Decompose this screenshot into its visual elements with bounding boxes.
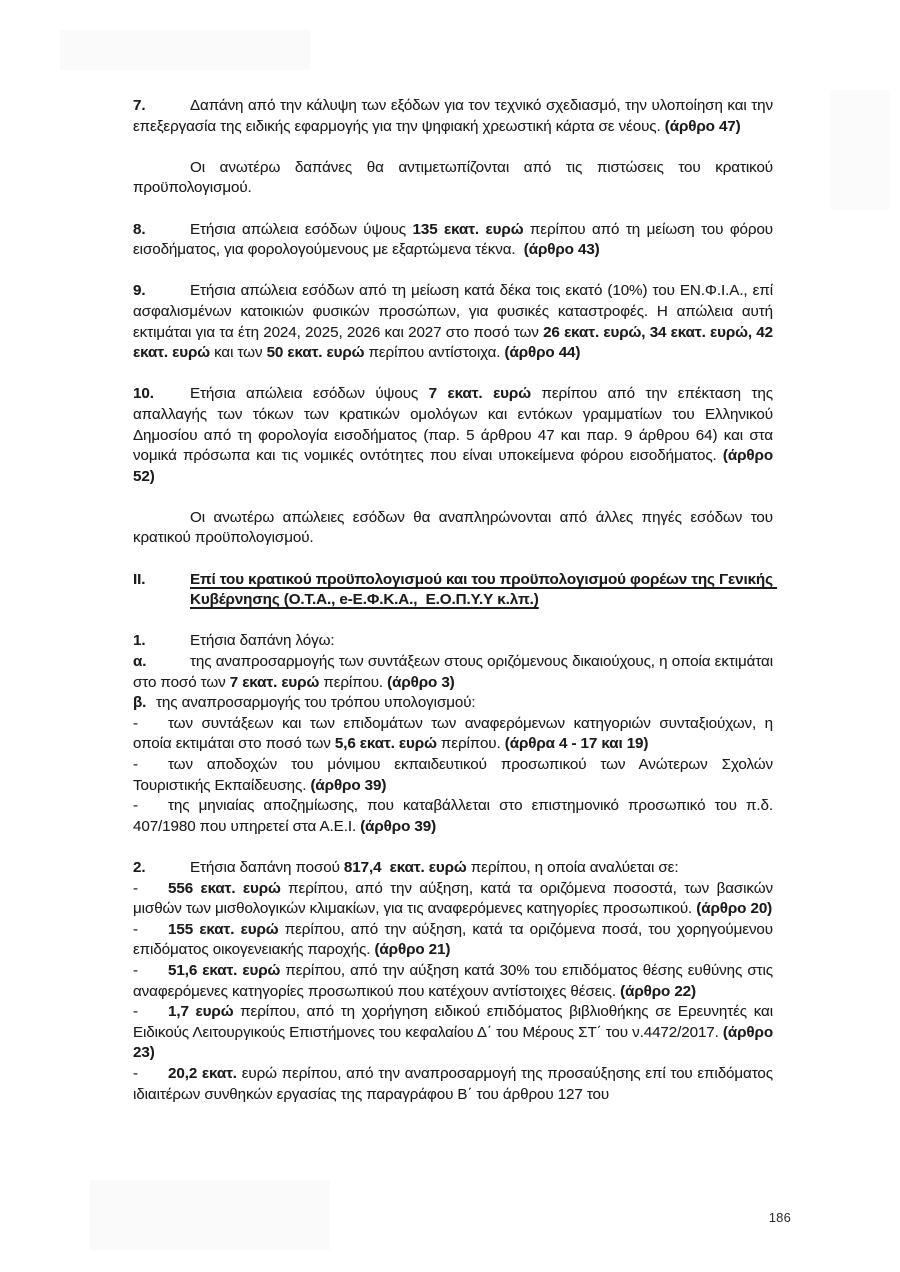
text-segment: της αναπροσαρμογής των συντάξεων στους οριζόμενους δικαιούχους, η οποία εκτιμάται στο ποσό των [133, 653, 778, 691]
text-segment: περίπου. [319, 673, 388, 691]
list-marker: - [133, 714, 138, 732]
text-segment: της αναπροσαρμογής του τρόπου υπολογισμού: [156, 694, 476, 712]
text-segment: περίπου αντίστοιχα. [364, 344, 505, 362]
text-segment: περίπου. [436, 735, 505, 753]
text-segment-bold: (άρθρο 22) [620, 982, 696, 1000]
list-marker: 9. [133, 282, 146, 300]
bullet-item [133, 961, 778, 1002]
text-segment: Ετήσια απώλεια εσόδων από τη μείωση κατά δέκα τοις εκατό (10%) του ΕΝ.Φ.Ι.Α., επί ασφαλισμένων κατοικιών φυσικών προσώπων, για φυσικές καταστροφές. Η απώλεια αυτή εκτιμάται για τα έτη 2024, 2025, 2026 και 2027 στο ποσό των [133, 282, 778, 341]
bullet-item [133, 796, 778, 837]
text-segment: και των [210, 344, 267, 362]
numbered-paragraph [133, 220, 778, 261]
text-segment-bold: (άρθρο 39) [360, 817, 437, 835]
text-segment: των συντάξεων και των επιδομάτων των αναφερόμενων κατηγοριών συνταξιούχων, η οποία εκτιμάται στο ποσό των [133, 714, 778, 753]
text-segment-bold: (άρθρο 23) [133, 1023, 778, 1062]
list-marker: 8. [133, 220, 146, 238]
text-segment: περίπου, από την αύξηση, κατά τα οριζόμενα ποσά, του χορηγούμενου επιδόματος οικογενειακής παροχής. [133, 920, 778, 959]
body-paragraph [133, 508, 778, 549]
text-segment-bold: (άρθρο 47) [664, 117, 741, 135]
text-segment: Ετήσια δαπάνη λόγω: [190, 632, 335, 650]
text-segment: της μηνιαίας αποζημίωσης, που καταβάλλεται στο επιστημονικό προσωπικό του π.δ. 407/1980 που υπηρετεί στα Α.Ε.Ι. [133, 797, 778, 835]
text-segment: περίπου, από την αύξηση κατά 30% του επιδόματος θέσης ευθύνης στις αναφερόμενες κατηγορίες προσωπικού που κατέχουν αντίστοιχες θέσεις. [133, 961, 778, 1000]
text-segment: των αποδοχών του μόνιμου εκπαιδευτικού προσωπικού των Ανώτερων Σχολών Τουριστικής Εκπαίδευσης. [133, 756, 777, 794]
text-segment: Ετήσια δαπάνη ποσού [190, 858, 344, 876]
text-segment: περίπου, από τη χορήγηση ειδικού επιδόματος βιβλιοθήκης σε Ερευνητές και Ειδικούς Λειτουργικούς Επιστήμονες του κεφαλαίου Δ΄ του Μέρους ΣΤ΄ του ν.4472/2017. [133, 1003, 778, 1041]
list-marker: 1. [133, 632, 146, 650]
paragraph-spacer [133, 837, 773, 858]
text-segment-bold: 42 εκατ. ευρώ [133, 323, 778, 362]
numbered-paragraph [133, 281, 778, 363]
numbered-paragraph [133, 858, 773, 879]
text-segment: Ετήσια απώλεια εσόδων ύψους [190, 220, 413, 238]
list-marker: - [133, 920, 138, 938]
bullet-item [133, 879, 778, 920]
list-marker: 10. [133, 385, 154, 403]
text-segment-bold: 556 εκατ. ευρώ [168, 879, 281, 897]
list-marker: - [133, 961, 138, 979]
text-segment: Δαπάνη από την κάλυψη των εξόδων για τον τεχνικό σχεδιασμό, την υλοποίηση και την επεξεργασία της ειδικής εφαρμογής για την ψηφιακή χρεωστική κάρτα σε νέους. [133, 97, 778, 135]
body-paragraph [133, 158, 778, 199]
numbered-paragraph [133, 384, 778, 487]
paragraph-spacer [133, 487, 773, 508]
text-segment-bold: (άρθρο 39) [310, 776, 387, 794]
text-segment: Οι ανωτέρω απώλειες εσόδων θα αναπληρώνονται από άλλες πηγές εσόδων του κρατικού προϋπολογισμού. [133, 508, 778, 547]
text-segment-bold: 34 εκατ. ευρώ, [649, 323, 752, 341]
bullet-item [133, 1002, 778, 1064]
bullet-item [133, 1064, 778, 1105]
scan-artifact [90, 1180, 330, 1250]
list-marker: - [133, 797, 138, 815]
text-segment-bold: (άρθρο 43) [523, 241, 600, 259]
lettered-item [133, 652, 778, 693]
list-marker: - [133, 1003, 138, 1021]
text-segment-bold: (άρθρο 44) [504, 344, 581, 362]
text-segment-bold: 7 εκατ. ευρώ [428, 385, 531, 403]
text-segment-bold: 817,4 εκατ. ευρώ [343, 858, 467, 876]
text-segment-bold: (άρθρο 3) [387, 673, 455, 691]
text-segment-bold: (άρθρο 52) [133, 447, 778, 485]
text-segment-bold: 26 εκατ. ευρώ, [543, 323, 646, 341]
scan-artifact [830, 90, 890, 210]
text-segment-bold: 135 εκατ. ευρώ [412, 220, 524, 238]
list-marker: β. [133, 694, 147, 712]
lettered-item [133, 693, 773, 714]
paragraph-spacer [133, 549, 773, 570]
text-segment: περίπου από τη μείωση του φόρου εισοδήματος, για φορολογούμενους με εξαρτώμενα τέκνα. [133, 220, 778, 259]
list-marker: 7. [133, 97, 146, 114]
text-segment-bold: 1,7 ευρώ [168, 1003, 234, 1021]
text-segment: Ετήσια απώλεια εσόδων ύψους [190, 385, 429, 403]
text-segment-bold: (άρθρο 20) [696, 900, 773, 918]
numbered-paragraph [133, 631, 773, 652]
paragraph-spacer [133, 364, 773, 385]
text-segment-bold: 51,6 εκατ. ευρώ [168, 961, 281, 979]
text-segment-bold: 50 εκατ. ευρώ [266, 344, 365, 362]
list-marker: - [133, 879, 138, 897]
page-number: 186 [768, 1210, 791, 1225]
list-marker: α. [133, 653, 147, 671]
text-segment-bold: Επί του κρατικού προϋπολογισμού και του προϋπολογισμού φορέων της Γενικής Κυβέρνησης (Ο.Τ.Α., e-Ε.Φ.Κ.Α., Ε.Ο.Π.Υ.Υ κ.λπ.) [190, 570, 778, 609]
section-heading [133, 570, 778, 611]
paragraph-spacer [133, 611, 773, 632]
bullet-item [133, 714, 778, 755]
text-segment: περίπου, η οποία αναλύεται σε: [466, 858, 679, 876]
text-segment-bold: (άρθρα 4 - 17 και 19) [504, 735, 649, 753]
text-segment-bold: 7 εκατ. ευρώ [229, 673, 320, 691]
list-marker: II. [133, 570, 146, 588]
text-segment: Οι ανωτέρω δαπάνες θα αντιμετωπίζονται από τις πιστώσεις του κρατικού προϋπολογισμού. [133, 158, 778, 197]
list-marker: - [133, 1064, 138, 1082]
text-segment-bold: 20,2 εκατ. [168, 1064, 237, 1082]
text-segment: περίπου, από την αύξηση, κατά τα οριζόμενα ποσοστά, των βασικών μισθών των μισθολογικών κλιμακίων, για τις αναφερόμενες κατηγορίες προσωπικού. [133, 879, 778, 918]
text-segment-bold: 155 εκατ. ευρώ [168, 920, 279, 938]
text-segment-bold: 5,6 εκατ. ευρώ [334, 735, 437, 753]
text-segment-bold: (άρθρο 21) [374, 941, 451, 959]
paragraph-spacer [133, 261, 773, 282]
list-marker: - [133, 756, 138, 773]
scan-artifact [60, 30, 310, 70]
paragraph-spacer [133, 137, 773, 158]
numbered-paragraph [133, 96, 778, 137]
text-segment: περίπου από την επέκταση της απαλλαγής των τόκων των κρατικών ομολόγων και εντόκων γραμματίων του Ελληνικού Δημοσίου από τη φορολογία εισοδήματος (παρ. 5 άρθρου 47 και παρ. 9 άρθρου 64) και στα νομικά πρόσωπα και τις νομικές οντότητες που είναι υποκείμενα φόρου εισοδήματος. [133, 385, 778, 465]
bullet-item [133, 755, 777, 796]
bullet-item [133, 920, 778, 961]
text-segment: ευρώ περίπου, από την αναπροσαρμογή της προσαύξησης επί του επιδόματος ιδιαιτέρων συνθηκών εργασίας της παραγράφου Β΄ του άρθρου 127 του [133, 1064, 778, 1103]
list-marker: 2. [133, 858, 146, 876]
document-content [133, 96, 778, 1105]
paragraph-spacer [133, 199, 773, 220]
